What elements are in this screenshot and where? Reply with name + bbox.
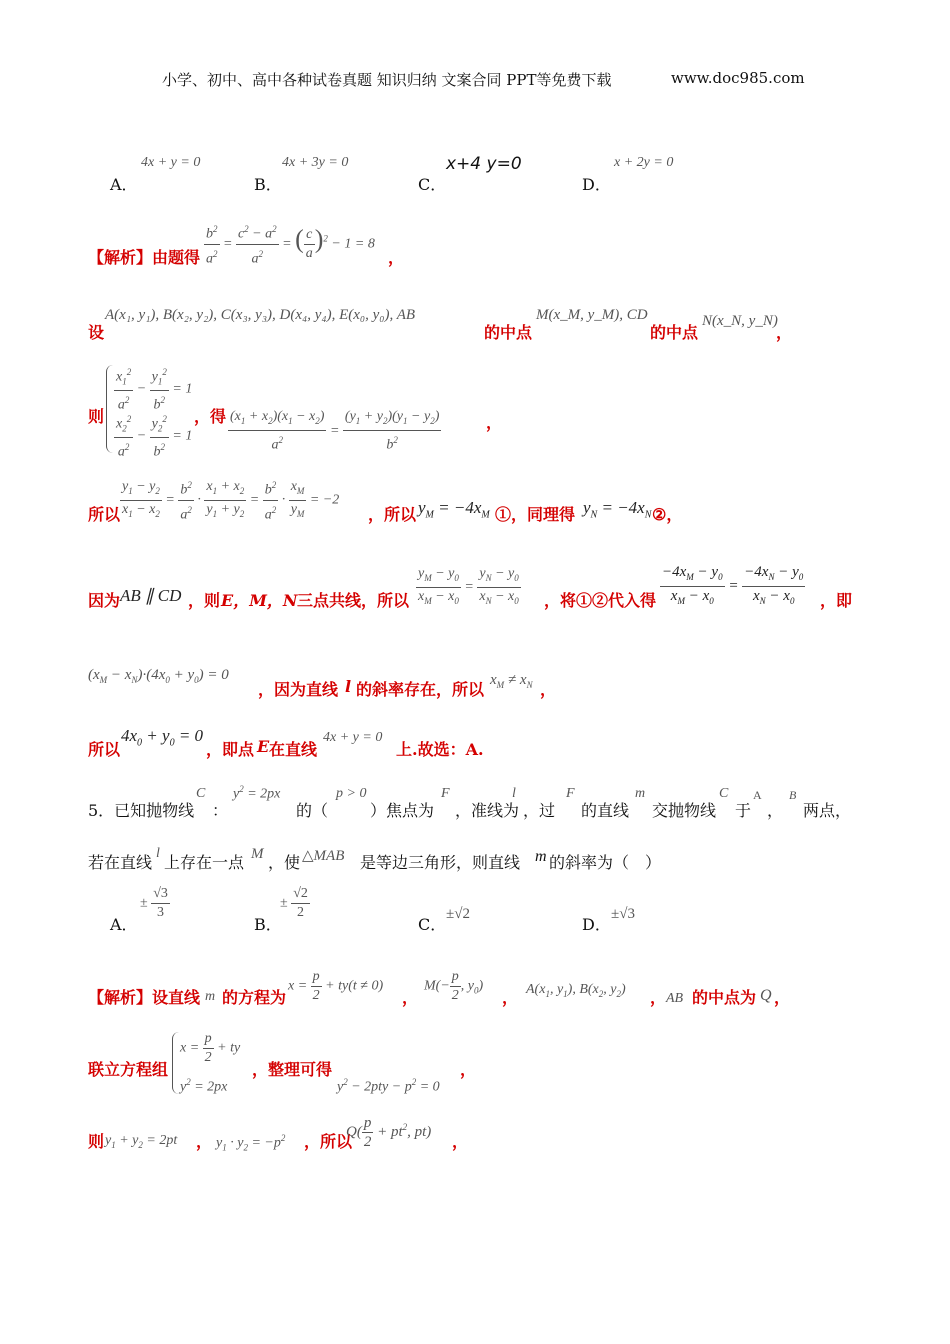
q4-l2-lead: 设	[88, 323, 105, 342]
q5-t3: ，过	[523, 801, 556, 820]
q5-option-a: ± $\frac{√3}{3}$	[140, 886, 168, 920]
q5-c: C	[196, 786, 206, 801]
q5-l2-t5: 的斜率为（ ）	[549, 853, 662, 872]
q4-l5-t3: 三点共线，所以	[297, 591, 410, 610]
q4-l6-expr: $(x_M - x_N)\cdot(4x_0 + y_0) = 0$	[88, 667, 229, 685]
q4-l3-eq2: $\frac{x_2^2}{a^2}$ − $\frac{y_2^2}{b^2}$ = 1	[114, 410, 192, 462]
q5-l2-m: m	[535, 848, 547, 865]
q5-solution-mpt: M(− $\frac{p}{2}$ , $y_0$)	[424, 969, 484, 1003]
q4-l7-e: E	[257, 737, 270, 756]
q5-option-a-label: A．	[110, 915, 138, 934]
q4-l2-comma: ，	[776, 323, 793, 342]
q4-l7-lead: 所以	[88, 740, 121, 759]
q5-f2: F	[566, 786, 575, 801]
q5-solution-q: Q	[760, 987, 772, 1004]
q5-l: l	[512, 786, 516, 801]
q5-sys-end: ，	[460, 1060, 477, 1079]
q4-l2-n: N(x_N, y_N)	[702, 313, 778, 329]
q5-option-c: ±√2	[446, 906, 470, 922]
q5-zc: ，	[196, 1132, 213, 1151]
q4-l7-t3: 上.故选：A.	[396, 740, 484, 759]
q4-l4-c2: ②，	[652, 505, 683, 524]
q4-l5-t2: E，M，N	[221, 591, 298, 610]
q5-a: A	[753, 788, 762, 802]
q5-solution-c2: ，	[502, 988, 519, 1007]
q5-t5: 交抛物线	[652, 801, 717, 820]
q5-m: m	[635, 786, 646, 801]
q4-l3-lead: 则	[88, 407, 105, 426]
q5-l2-tri: △MAB	[302, 848, 345, 864]
q4-l4-r1: $y_M = -4x_M$	[418, 498, 490, 521]
q5-z1: $y_1 + y_2 = 2pt$	[105, 1133, 178, 1150]
q5-colon: ：	[212, 801, 229, 820]
q5-zq: Q( $\frac{p}{2}$ + $pt^2$, pt)	[346, 1115, 432, 1150]
q4-l7-line: 4x + y = 0	[323, 730, 383, 745]
q5-solution-ab: $A(x_1$, $y_1$), $B(x_2$, $y_2$)	[526, 982, 626, 999]
q5-sys-lead: 联立方程组	[88, 1060, 169, 1079]
q4-l4-r2: $y_N = -4x_N$	[583, 498, 652, 521]
q4-l3-comma: ，	[486, 413, 503, 432]
q5-cond: p > 0	[336, 786, 367, 801]
q5-f: F	[441, 786, 450, 801]
q4-l4-lead: 所以	[88, 505, 121, 524]
q4-l6-t2: 的斜率存在，所以	[356, 680, 485, 699]
q4-l4-mid: ，所以	[368, 505, 417, 524]
q5-c2: C	[719, 786, 729, 801]
q4-l1-comma: ，	[388, 248, 405, 267]
q4-l4-expr: $\frac{y_1 - y_2}{x_1 - x_2}$ = $\frac{b^2}{a^2}$ · $\frac{x_1 + x_2}{y_1 + y_2}$ = $\frac{b^2}{a^2}$ · $\frac{x_M}{y_M}$ = −2	[120, 476, 339, 524]
q5-t2: ，准线为	[455, 801, 520, 820]
q5-z-end: ，	[452, 1132, 469, 1151]
q5-option-d: ±√3	[611, 906, 635, 922]
q4-option-b-expr: 4x + 3y = 0	[282, 155, 349, 170]
q4-l3-eq1: $\frac{x_1^2}{a^2}$ − $\frac{y_1^2}{b^2}$ = 1	[114, 363, 192, 415]
q4-option-a-label: A．	[110, 175, 138, 194]
q5-option-c-label: C．	[418, 915, 447, 934]
q5-l2-M: M	[251, 846, 264, 862]
q4-l4-c1: ①，同理得	[495, 505, 576, 524]
q5-l2-t1: 若在直线	[88, 853, 153, 872]
q5-sys-brace	[172, 1032, 179, 1094]
q5-solution-c1: ，	[402, 988, 419, 1007]
q5-solution-t3: 的中点为	[692, 988, 757, 1007]
q5-l2-t4: 是等边三角形，则直线	[360, 853, 521, 872]
q4-l6-l: l	[345, 677, 352, 696]
q4-l5-par: AB ∥ CD	[120, 586, 182, 605]
q5-t8: 两点，	[803, 801, 852, 820]
q5-solution-lead: 【解析】设直线	[88, 988, 201, 1007]
q4-option-d-expr: x + 2y = 0	[614, 155, 674, 170]
q5-l2-l: l	[156, 846, 160, 861]
q5-num: 5．已知抛物线	[88, 801, 195, 820]
q5-z-mid: ，所以	[304, 1132, 353, 1151]
q5-sys-res: $y^2 - 2pty - p^2 = 0$	[337, 1077, 440, 1095]
q5-de: 的（	[296, 801, 329, 820]
q4-l2-mid1: 的中点	[484, 323, 533, 342]
q5-sys1: x = $\frac{p}{2}$ + ty	[180, 1031, 241, 1065]
q5-t7: ，	[767, 801, 784, 820]
q4-solution-tag: 【解析】由题得	[88, 248, 201, 267]
q4-l6-r: $x_M \ne x_N$	[490, 672, 533, 690]
q5-eq: $y^2 = 2px$	[233, 784, 281, 802]
q4-l2-m: M(x_M, y_M), CD	[536, 307, 648, 323]
q4-l5-t5: ，即	[820, 591, 853, 610]
q5-option-b: ± $\frac{√2}{2}$	[280, 886, 308, 920]
q5-z-lead: 则	[88, 1132, 105, 1151]
q5-solution-c3: ，	[650, 988, 667, 1007]
q5-solution-eq: x = $\frac{p}{2}$ + ty(t ≠ 0)	[288, 969, 384, 1003]
q5-solution-ab2: AB	[666, 991, 684, 1006]
q5-b: B	[789, 788, 797, 802]
q4-l2-points: A(x₁, y₁), B(x₂, y₂), C(x₃, y₃), D(x₄, y₄), E(x₀, y₀), AB	[105, 307, 416, 323]
q5-l2-t2: 上存在一点	[164, 853, 245, 872]
q4-l5-e1: $\frac{y_M - y_0}{x_M - x_0}$ = $\frac{y_N - y_0}{x_N - x_0}$	[418, 566, 519, 606]
q4-l2-mid2: 的中点	[650, 323, 699, 342]
q4-l3-brace	[106, 365, 113, 453]
q5-t1: ）焦点为	[370, 801, 435, 820]
q5-solution-c4: ，	[774, 988, 791, 1007]
q5-t6: 于	[735, 801, 752, 820]
q4-l5-lead: 因为	[88, 591, 121, 610]
q4-l5-t4: ，将①②代入得	[544, 591, 657, 610]
q5-solution-m: m	[205, 989, 216, 1004]
q5-solution-t2: 的方程为	[222, 988, 287, 1007]
q4-option-c-label: C．	[418, 175, 447, 194]
q4-l7-expr: $4x_0 + y_0 = 0$	[121, 726, 204, 749]
q5-z2: $y_1 \cdot y_2 = -p^2$	[216, 1133, 286, 1153]
q4-l3-res: $\frac{(x_1 + x_2)(x_1 - x_2)}{a^2}$ = $\frac{(y_1 + y_2)(y_1 - y_2)}{b^2}$	[230, 409, 440, 453]
q4-option-a-expr: 4x + y = 0	[141, 155, 201, 170]
q5-option-d-label: D．	[582, 915, 611, 934]
header-url[interactable]: www.doc985.com	[671, 69, 805, 87]
header-text: 小学、初中、高中各种试卷真题 知识归纳 文案合同 PPT等免费下载	[162, 71, 612, 89]
q4-l3-mid: ，得	[194, 407, 227, 426]
q4-option-b-label: B．	[254, 175, 282, 194]
q4-l7-t2: 在直线	[269, 740, 318, 759]
q4-l7-t1: ，即点	[206, 740, 255, 759]
q4-l5-t1: ，则	[188, 591, 221, 610]
q4-option-c-expr: x+4 y=0	[446, 154, 522, 174]
q5-sys-mid: ，整理可得	[252, 1060, 333, 1079]
q4-l6-t1: ，因为直线	[258, 680, 339, 699]
q5-option-b-label: B．	[254, 915, 282, 934]
q5-t4: 的直线	[581, 801, 630, 820]
q4-option-d-label: D．	[582, 175, 611, 194]
q4-l5-e2: $\frac{-4x_M - y_0}{x_M - x_0}$ = $\frac{-4x_N - y_0}{x_N - x_0}$	[662, 564, 804, 606]
q5-l2-t3: ，使	[268, 853, 301, 872]
q4-l6-t3: ，	[540, 680, 557, 699]
q5-sys2: $y^2 = 2px$	[180, 1077, 228, 1095]
q4-l1-expr: $\frac{b^2}{a^2}$ = $\frac{c^2 - a^2}{a^2}$ = ( $\frac{c}{a}$ )$^2$ − 1 = 8	[204, 220, 375, 268]
